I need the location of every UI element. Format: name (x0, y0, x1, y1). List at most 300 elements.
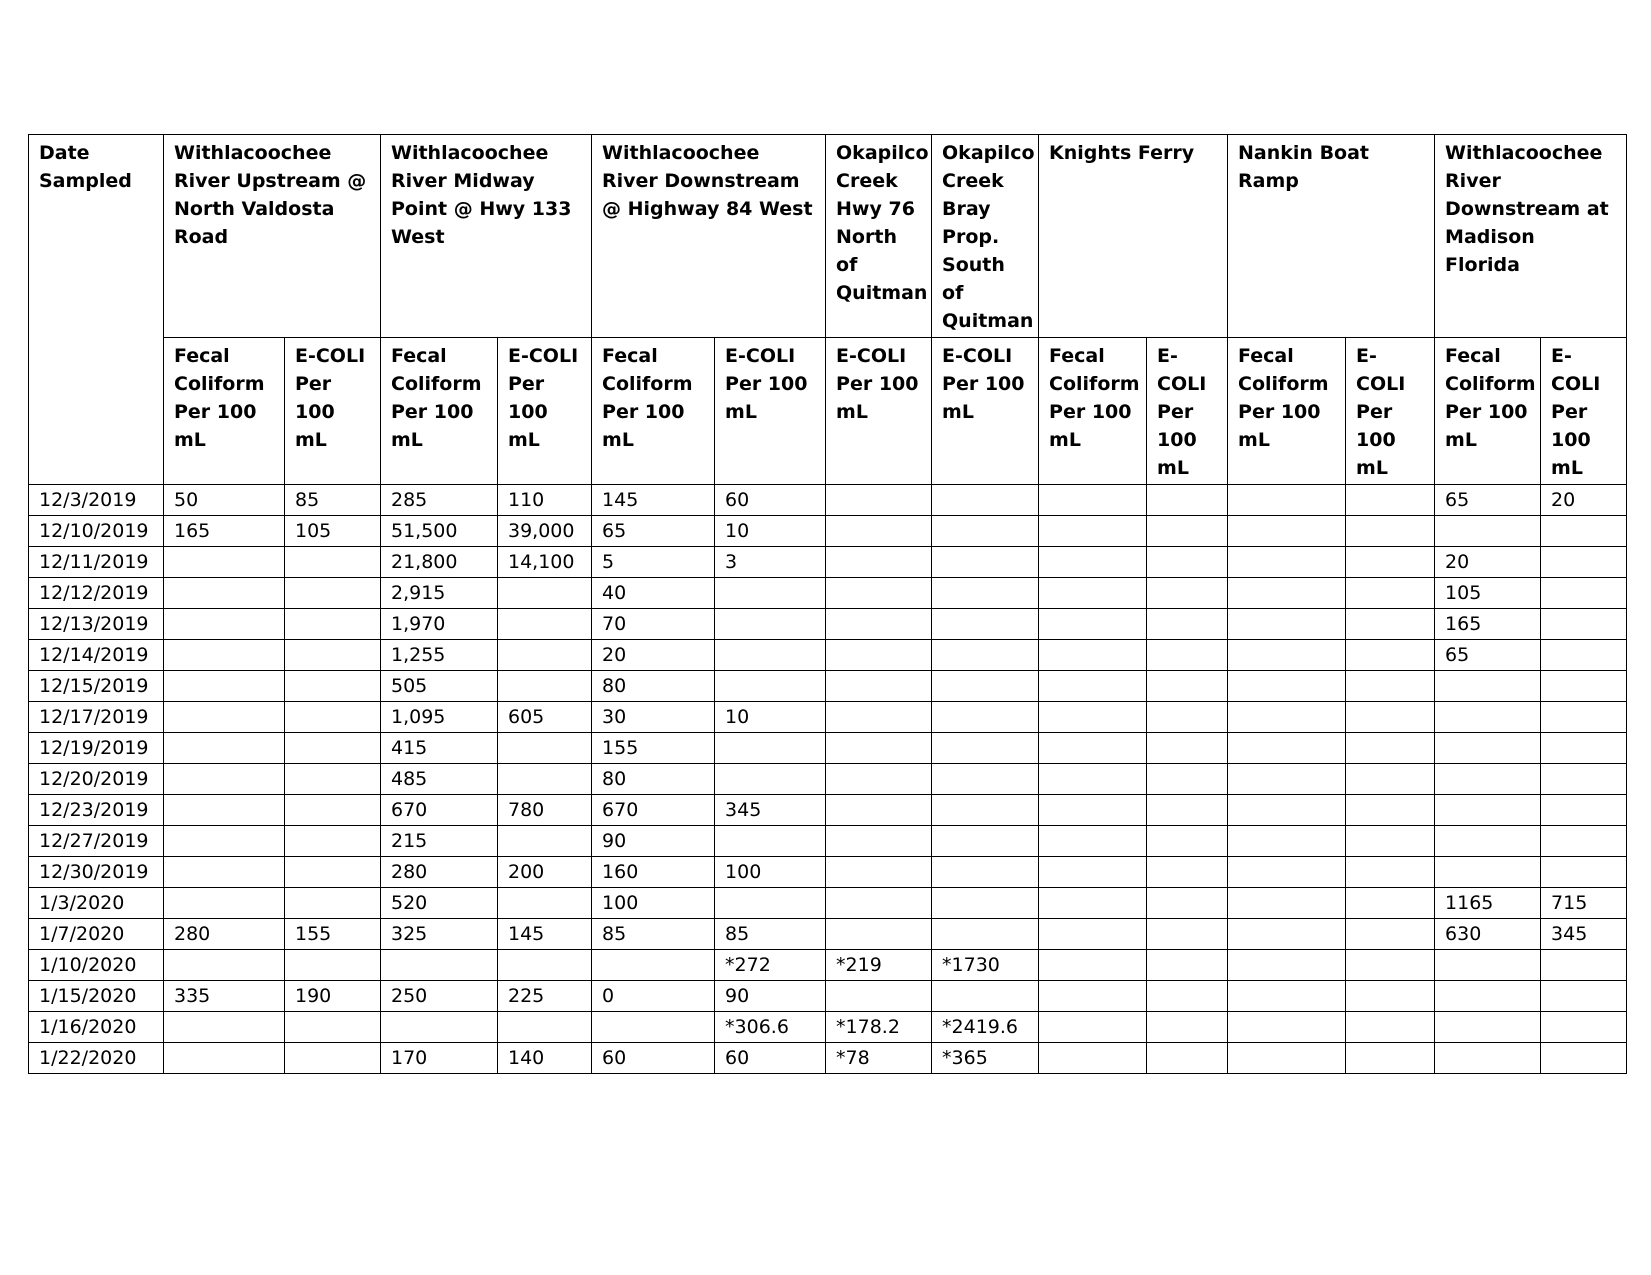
value-cell: 21,800 (381, 547, 498, 578)
date-cell: 1/16/2020 (29, 1012, 164, 1043)
value-cell (932, 547, 1039, 578)
value-cell: 10 (715, 702, 826, 733)
value-cell (826, 764, 932, 795)
measure-header: E-COLI Per 100 mL (826, 338, 932, 485)
value-cell: 325 (381, 919, 498, 950)
value-cell (715, 671, 826, 702)
value-cell: *2419.6 (932, 1012, 1039, 1043)
value-cell: 100 (592, 888, 715, 919)
value-cell: 30 (592, 702, 715, 733)
measure-header: Fecal Coliform Per 100 mL (164, 338, 285, 485)
value-cell: 2,915 (381, 578, 498, 609)
value-cell (1039, 547, 1147, 578)
value-cell: 670 (592, 795, 715, 826)
value-cell: 715 (1541, 888, 1627, 919)
value-cell (1147, 764, 1228, 795)
value-cell (498, 733, 592, 764)
date-cell: 1/15/2020 (29, 981, 164, 1012)
value-cell (285, 826, 381, 857)
value-cell (1435, 950, 1541, 981)
table-row (29, 547, 1627, 578)
value-cell (932, 826, 1039, 857)
value-cell: 190 (285, 981, 381, 1012)
table-row (29, 671, 1627, 702)
value-cell (1039, 516, 1147, 547)
measure-header: E-COLI Per 100 mL (932, 338, 1039, 485)
value-cell: 250 (381, 981, 498, 1012)
date-cell: 12/3/2019 (29, 485, 164, 516)
value-cell: 60 (715, 1043, 826, 1074)
site-header: Nankin Boat Ramp (1228, 135, 1435, 338)
value-cell (164, 795, 285, 826)
value-cell: 80 (592, 764, 715, 795)
value-cell (164, 578, 285, 609)
value-cell (1039, 764, 1147, 795)
value-cell (932, 640, 1039, 671)
date-cell: 12/10/2019 (29, 516, 164, 547)
table-row (29, 764, 1627, 795)
value-cell (1346, 547, 1435, 578)
value-cell (1541, 950, 1627, 981)
value-cell: 65 (592, 516, 715, 547)
table-row (29, 516, 1627, 547)
value-cell (1039, 795, 1147, 826)
table-row (29, 826, 1627, 857)
value-cell (164, 702, 285, 733)
value-cell (1541, 702, 1627, 733)
value-cell (932, 919, 1039, 950)
table-row (29, 888, 1627, 919)
value-cell (1541, 857, 1627, 888)
value-cell (164, 826, 285, 857)
value-cell (285, 888, 381, 919)
value-cell (1147, 888, 1228, 919)
date-cell: 1/10/2020 (29, 950, 164, 981)
value-cell (285, 733, 381, 764)
value-cell: 520 (381, 888, 498, 919)
value-cell (285, 609, 381, 640)
value-cell (932, 981, 1039, 1012)
value-cell (1039, 981, 1147, 1012)
value-cell (1039, 578, 1147, 609)
value-cell (1228, 485, 1346, 516)
value-cell (1147, 795, 1228, 826)
value-cell (164, 640, 285, 671)
value-cell: 485 (381, 764, 498, 795)
value-cell (1228, 826, 1346, 857)
value-cell: 345 (715, 795, 826, 826)
measure-header-row (29, 338, 1627, 485)
value-cell (1435, 1043, 1541, 1074)
value-cell (1435, 826, 1541, 857)
site-header: Withlacoochee River Upstream @ North Valdosta Road (164, 135, 381, 338)
value-cell: 1,970 (381, 609, 498, 640)
value-cell (826, 516, 932, 547)
value-cell (1228, 733, 1346, 764)
value-cell (1541, 981, 1627, 1012)
value-cell (592, 1012, 715, 1043)
value-cell (1435, 733, 1541, 764)
value-cell (1346, 485, 1435, 516)
measure-header: E-COLI Per 100 mL (1541, 338, 1627, 485)
value-cell (715, 640, 826, 671)
value-cell (715, 826, 826, 857)
site-header: Withlacoochee River Midway Point @ Hwy 133 West (381, 135, 592, 338)
value-cell (285, 547, 381, 578)
value-cell (1228, 888, 1346, 919)
value-cell (1435, 1012, 1541, 1043)
value-cell (1346, 919, 1435, 950)
value-cell (932, 609, 1039, 640)
table-row (29, 857, 1627, 888)
value-cell (932, 578, 1039, 609)
value-cell (285, 764, 381, 795)
value-cell (1228, 640, 1346, 671)
value-cell (1228, 795, 1346, 826)
value-cell (932, 702, 1039, 733)
value-cell (1039, 826, 1147, 857)
value-cell: 155 (285, 919, 381, 950)
value-cell (1039, 702, 1147, 733)
value-cell (1346, 609, 1435, 640)
value-cell (498, 609, 592, 640)
value-cell: 140 (498, 1043, 592, 1074)
value-cell (1541, 733, 1627, 764)
value-cell: *365 (932, 1043, 1039, 1074)
value-cell (1039, 1043, 1147, 1074)
table-row (29, 981, 1627, 1012)
value-cell (1346, 1043, 1435, 1074)
table-row (29, 702, 1627, 733)
measure-header: E-COLI Per 100 mL (715, 338, 826, 485)
value-cell (826, 578, 932, 609)
value-cell (285, 640, 381, 671)
value-cell: 145 (498, 919, 592, 950)
value-cell (826, 981, 932, 1012)
value-cell (1147, 516, 1228, 547)
value-cell: 335 (164, 981, 285, 1012)
value-cell: 70 (592, 609, 715, 640)
site-header: Knights Ferry (1039, 135, 1228, 338)
value-cell (1541, 764, 1627, 795)
table-row (29, 950, 1627, 981)
site-header: Withlacoochee River Downstream at Madison Florida (1435, 135, 1627, 338)
value-cell: 605 (498, 702, 592, 733)
value-cell: 65 (1435, 485, 1541, 516)
value-cell (498, 578, 592, 609)
value-cell (1147, 857, 1228, 888)
value-cell: 90 (715, 981, 826, 1012)
table-row (29, 578, 1627, 609)
value-cell (826, 485, 932, 516)
date-cell: 12/23/2019 (29, 795, 164, 826)
value-cell (1346, 671, 1435, 702)
value-cell (826, 857, 932, 888)
value-cell (1346, 733, 1435, 764)
value-cell (592, 950, 715, 981)
value-cell (164, 671, 285, 702)
value-cell: 0 (592, 981, 715, 1012)
value-cell (1541, 640, 1627, 671)
value-cell (1435, 702, 1541, 733)
measure-header: E-COLI Per 100 mL (1147, 338, 1228, 485)
date-cell: 12/13/2019 (29, 609, 164, 640)
value-cell: 105 (285, 516, 381, 547)
value-cell (1346, 857, 1435, 888)
value-cell (1541, 826, 1627, 857)
value-cell (826, 609, 932, 640)
value-cell (932, 516, 1039, 547)
value-cell (932, 888, 1039, 919)
value-cell (1228, 547, 1346, 578)
value-cell (164, 733, 285, 764)
value-cell: 200 (498, 857, 592, 888)
table-body (29, 485, 1627, 1074)
date-cell: 12/14/2019 (29, 640, 164, 671)
date-cell: 12/15/2019 (29, 671, 164, 702)
value-cell: 60 (592, 1043, 715, 1074)
value-cell: 155 (592, 733, 715, 764)
value-cell (1147, 1012, 1228, 1043)
value-cell (1346, 888, 1435, 919)
value-cell (826, 795, 932, 826)
value-cell (381, 950, 498, 981)
value-cell (1228, 919, 1346, 950)
value-cell (1228, 1043, 1346, 1074)
value-cell: 280 (381, 857, 498, 888)
value-cell (1346, 795, 1435, 826)
value-cell (1228, 950, 1346, 981)
value-cell (1039, 857, 1147, 888)
value-cell (932, 857, 1039, 888)
site-header: Okapilco Creek Bray Prop. South of Quitman (932, 135, 1039, 338)
value-cell (826, 702, 932, 733)
value-cell (1228, 702, 1346, 733)
value-cell: 3 (715, 547, 826, 578)
table-row (29, 795, 1627, 826)
measure-header: Fecal Coliform Per 100 mL (381, 338, 498, 485)
value-cell: 415 (381, 733, 498, 764)
value-cell (1435, 981, 1541, 1012)
value-cell: 280 (164, 919, 285, 950)
value-cell (1039, 950, 1147, 981)
site-header: Okapilco Creek Hwy 76 North of Quitman (826, 135, 932, 338)
value-cell (285, 578, 381, 609)
table-row (29, 733, 1627, 764)
value-cell (932, 671, 1039, 702)
value-cell (285, 702, 381, 733)
value-cell (498, 640, 592, 671)
value-cell (1147, 826, 1228, 857)
measure-header: Fecal Coliform Per 100 mL (592, 338, 715, 485)
value-cell (826, 888, 932, 919)
date-cell: 12/27/2019 (29, 826, 164, 857)
value-cell: *219 (826, 950, 932, 981)
value-cell (932, 764, 1039, 795)
value-cell: 20 (592, 640, 715, 671)
measure-header: E-COLI Per 100 mL (285, 338, 381, 485)
value-cell: 50 (164, 485, 285, 516)
value-cell (164, 609, 285, 640)
value-cell: 145 (592, 485, 715, 516)
value-cell (164, 547, 285, 578)
value-cell (1435, 857, 1541, 888)
value-cell (826, 640, 932, 671)
value-cell (1346, 950, 1435, 981)
measure-header: Fecal Coliform Per 100 mL (1228, 338, 1346, 485)
value-cell: *178.2 (826, 1012, 932, 1043)
value-cell (164, 1012, 285, 1043)
value-cell (1346, 764, 1435, 795)
date-cell: 12/11/2019 (29, 547, 164, 578)
value-cell (285, 671, 381, 702)
table-row (29, 609, 1627, 640)
value-cell (498, 950, 592, 981)
value-cell (1147, 919, 1228, 950)
date-cell: 12/12/2019 (29, 578, 164, 609)
date-cell: 1/7/2020 (29, 919, 164, 950)
value-cell: 1,095 (381, 702, 498, 733)
measure-header: Fecal Coliform Per 100 mL (1435, 338, 1541, 485)
value-cell (498, 1012, 592, 1043)
value-cell: 105 (1435, 578, 1541, 609)
value-cell (285, 1043, 381, 1074)
site-header-row (29, 135, 1627, 338)
value-cell (1147, 547, 1228, 578)
value-cell (1541, 1043, 1627, 1074)
value-cell: 100 (715, 857, 826, 888)
site-header: Withlacoochee River Downstream @ Highway 84 West (592, 135, 826, 338)
value-cell: 85 (592, 919, 715, 950)
value-cell (164, 950, 285, 981)
value-cell: 90 (592, 826, 715, 857)
value-cell (1228, 671, 1346, 702)
value-cell (1541, 547, 1627, 578)
value-cell (1435, 795, 1541, 826)
measure-header: Fecal Coliform Per 100 mL (1039, 338, 1147, 485)
value-cell (1147, 485, 1228, 516)
table-row (29, 919, 1627, 950)
value-cell: 1165 (1435, 888, 1541, 919)
table-row (29, 1012, 1627, 1043)
value-cell (1147, 640, 1228, 671)
value-cell (1228, 516, 1346, 547)
value-cell: 39,000 (498, 516, 592, 547)
value-cell (715, 609, 826, 640)
date-cell: 12/20/2019 (29, 764, 164, 795)
value-cell (1147, 1043, 1228, 1074)
value-cell (1039, 733, 1147, 764)
value-cell (1228, 578, 1346, 609)
date-cell: 12/17/2019 (29, 702, 164, 733)
value-cell: 160 (592, 857, 715, 888)
value-cell: 85 (715, 919, 826, 950)
value-cell (1147, 578, 1228, 609)
value-cell: 14,100 (498, 547, 592, 578)
value-cell (1346, 578, 1435, 609)
value-cell (498, 888, 592, 919)
value-cell: 60 (715, 485, 826, 516)
value-cell (285, 1012, 381, 1043)
value-cell (1435, 516, 1541, 547)
value-cell (1228, 981, 1346, 1012)
value-cell: 65 (1435, 640, 1541, 671)
table-row (29, 640, 1627, 671)
value-cell (164, 888, 285, 919)
water-quality-table (28, 134, 1627, 1074)
value-cell (1147, 981, 1228, 1012)
value-cell (498, 671, 592, 702)
value-cell: 225 (498, 981, 592, 1012)
value-cell (1228, 609, 1346, 640)
value-cell: 345 (1541, 919, 1627, 950)
date-cell: 1/3/2020 (29, 888, 164, 919)
value-cell: 20 (1435, 547, 1541, 578)
date-sampled-header: Date Sampled (29, 135, 164, 485)
value-cell: 285 (381, 485, 498, 516)
value-cell (1541, 516, 1627, 547)
value-cell (285, 857, 381, 888)
value-cell: *1730 (932, 950, 1039, 981)
value-cell (498, 764, 592, 795)
value-cell: 40 (592, 578, 715, 609)
value-cell: 20 (1541, 485, 1627, 516)
measure-header: E-COLI Per 100 mL (1346, 338, 1435, 485)
value-cell (1039, 1012, 1147, 1043)
value-cell (826, 826, 932, 857)
value-cell (1346, 826, 1435, 857)
value-cell: 51,500 (381, 516, 498, 547)
value-cell (1147, 733, 1228, 764)
value-cell (285, 795, 381, 826)
value-cell (826, 733, 932, 764)
value-cell (826, 671, 932, 702)
value-cell (164, 1043, 285, 1074)
value-cell (498, 826, 592, 857)
date-cell: 1/22/2020 (29, 1043, 164, 1074)
value-cell (1346, 981, 1435, 1012)
value-cell: 670 (381, 795, 498, 826)
date-cell: 12/30/2019 (29, 857, 164, 888)
value-cell (932, 485, 1039, 516)
value-cell (826, 919, 932, 950)
date-cell: 12/19/2019 (29, 733, 164, 764)
value-cell (1541, 795, 1627, 826)
value-cell: 780 (498, 795, 592, 826)
value-cell (1147, 702, 1228, 733)
value-cell: 215 (381, 826, 498, 857)
value-cell (1435, 764, 1541, 795)
value-cell (826, 547, 932, 578)
value-cell: 630 (1435, 919, 1541, 950)
value-cell (1228, 764, 1346, 795)
value-cell (164, 764, 285, 795)
value-cell (1346, 1012, 1435, 1043)
value-cell (715, 733, 826, 764)
value-cell (1228, 857, 1346, 888)
value-cell (715, 888, 826, 919)
value-cell: 165 (164, 516, 285, 547)
value-cell: *78 (826, 1043, 932, 1074)
value-cell (1346, 702, 1435, 733)
value-cell (1039, 609, 1147, 640)
value-cell (164, 857, 285, 888)
value-cell (1541, 1012, 1627, 1043)
value-cell: 110 (498, 485, 592, 516)
value-cell (1039, 671, 1147, 702)
value-cell (1039, 485, 1147, 516)
value-cell (1228, 1012, 1346, 1043)
